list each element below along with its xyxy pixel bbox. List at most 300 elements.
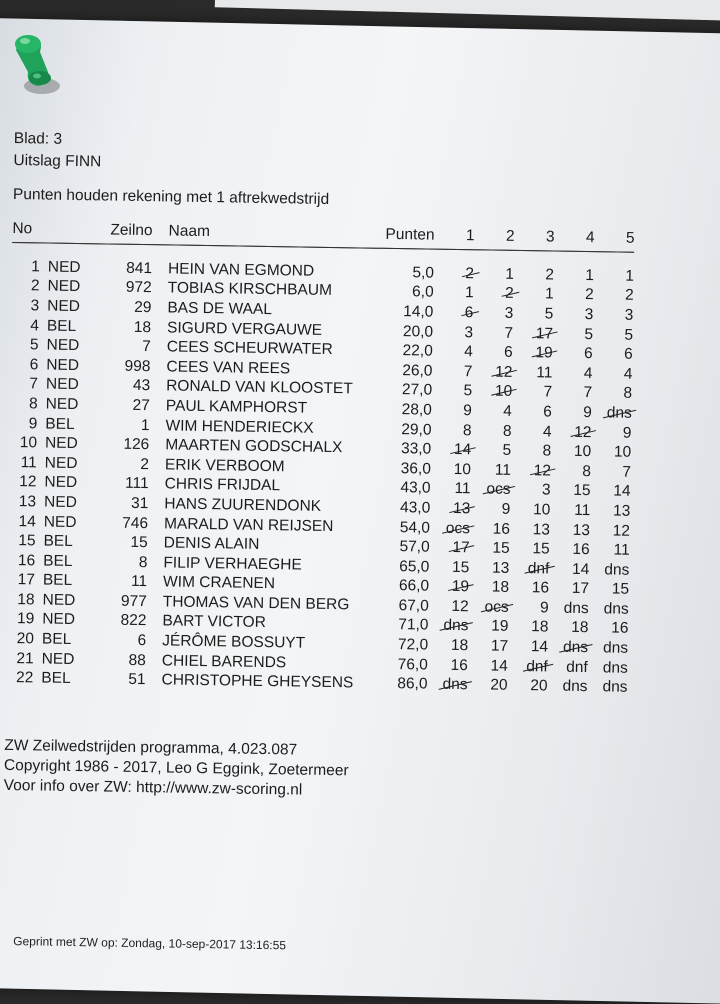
cell-position: 12 xyxy=(19,473,37,491)
cell-race-1 xyxy=(429,597,469,617)
cell-sail-number: 841 xyxy=(126,259,153,277)
discarded-score: dns xyxy=(443,617,469,635)
cell-race-2 xyxy=(471,421,511,441)
race-score: 15 xyxy=(451,558,470,576)
race-score: 16 xyxy=(611,619,629,638)
race-score: 7 xyxy=(543,383,553,401)
discarded-score: 6 xyxy=(464,304,474,322)
cell-race-3 xyxy=(512,363,552,383)
race-score: 16 xyxy=(492,520,511,538)
cell-race-4 xyxy=(548,657,588,677)
cell-position: 13 xyxy=(18,493,37,511)
cell-name: ERIK VERBOOM xyxy=(164,456,285,476)
cell-sail-number: 977 xyxy=(120,592,147,611)
cell-sail-number: 972 xyxy=(125,279,152,297)
footer xyxy=(4,736,645,806)
cell-sail-number: 2 xyxy=(140,455,150,473)
cell-position: 7 xyxy=(29,375,39,393)
cell-points: 86,0 xyxy=(397,675,428,693)
race-score: 16 xyxy=(572,540,590,559)
cell-position: 3 xyxy=(30,297,40,315)
cell-position: 9 xyxy=(28,414,38,432)
cell-name: BAS DE WAAL xyxy=(167,299,273,319)
race-score: 6 xyxy=(543,403,552,421)
race-score: 14 xyxy=(490,657,508,675)
cell-country: BEL xyxy=(43,532,73,551)
cell-race-1 xyxy=(432,381,472,401)
discard-note: Punten houden rekening met 1 aftrekwedstrijd xyxy=(12,185,330,208)
cell-name: SIGURD VERGAUWE xyxy=(166,319,323,339)
col-header-spacer xyxy=(48,215,106,244)
cell-race-3 xyxy=(508,618,548,638)
cell-country: NED xyxy=(43,513,77,531)
cell-race-1 xyxy=(433,342,473,362)
cell-race-1 xyxy=(427,675,467,695)
cell-race-5 xyxy=(594,252,635,287)
cell-points: 57,0 xyxy=(399,538,430,556)
footer-info: Voor info over ZW: http://www.zw-scoring.nl xyxy=(3,776,303,799)
cell-race-3 xyxy=(510,480,550,500)
race-score: dns xyxy=(603,600,629,618)
race-score: 12 xyxy=(612,521,631,540)
cell-position: 19 xyxy=(16,610,35,628)
cell-country: NED xyxy=(45,375,79,394)
cell-name: JÉRÔME BOSSUYT xyxy=(162,632,306,652)
race-score: 1 xyxy=(544,285,554,303)
race-score: 16 xyxy=(531,579,550,597)
cell-points: 67,0 xyxy=(398,596,429,615)
cell-race-1 xyxy=(433,303,473,323)
cell-points: 20,0 xyxy=(402,322,434,341)
cell-race-2 xyxy=(473,343,513,363)
cell-race-2 xyxy=(470,499,510,519)
cell-race-2 xyxy=(474,250,515,285)
cell-country: BEL xyxy=(41,630,72,649)
race-score: dns xyxy=(563,599,589,617)
cell-race-4 xyxy=(551,422,591,442)
race-score: 1 xyxy=(464,284,474,302)
col-header-no: No xyxy=(12,214,48,243)
cell-points: 43,0 xyxy=(400,479,431,497)
col-header-race-1: 1 xyxy=(434,221,474,250)
cell-points: 36,0 xyxy=(400,459,432,478)
footer-program: ZW Zeilwedstrijden programma, 4.023.087 xyxy=(4,736,298,759)
cell-points: 26,0 xyxy=(402,361,433,380)
race-score: 8 xyxy=(502,422,512,440)
cell-points: 28,0 xyxy=(401,401,432,419)
race-score: 2 xyxy=(584,286,594,304)
cell-country: NED xyxy=(47,297,81,316)
race-score: 18 xyxy=(571,619,589,637)
race-score: 18 xyxy=(450,637,469,655)
race-score: 18 xyxy=(491,578,510,597)
cell-race-1 xyxy=(430,499,470,519)
cell-position: 15 xyxy=(18,532,36,550)
cell-race-1 xyxy=(431,420,471,440)
cell-race-5 xyxy=(593,305,633,325)
race-score: 15 xyxy=(573,482,591,500)
cell-points: 5,0 xyxy=(412,264,435,282)
cell-race-4 xyxy=(552,363,592,383)
race-score: 7 xyxy=(463,362,473,380)
cell-sail-number: 43 xyxy=(132,377,151,395)
cell-position: 4 xyxy=(30,316,40,334)
cell-name: THOMAS VAN DEN BERG xyxy=(162,593,350,614)
col-header-race-2: 2 xyxy=(474,221,514,250)
race-score: 8 xyxy=(582,462,592,480)
cell-sail-number: 8 xyxy=(138,553,148,571)
page-title: Uitslag FINN xyxy=(13,151,102,171)
cell-race-4 xyxy=(548,638,588,658)
race-score: 1 xyxy=(505,265,515,283)
cell-race-1 xyxy=(434,249,475,284)
printed-timestamp: Geprint met ZW op: Zondag, 10-sep-2017 13:16:55 xyxy=(13,934,287,953)
cell-sail-number: 6 xyxy=(137,632,147,650)
race-score: dns xyxy=(602,658,628,677)
cell-points: 33,0 xyxy=(400,440,432,458)
cell-race-3 xyxy=(510,520,550,540)
cell-race-5 xyxy=(589,580,629,600)
cell-race-4 xyxy=(554,251,595,286)
cell-position: 11 xyxy=(20,453,37,472)
cell-sail-number: 31 xyxy=(130,494,149,513)
cell-race-5 xyxy=(591,423,631,443)
cell-race-4 xyxy=(549,599,589,619)
race-score: 13 xyxy=(491,559,510,577)
cell-race-3 xyxy=(510,539,550,559)
discarded-score: 17 xyxy=(535,324,554,343)
race-score: 11 xyxy=(574,501,591,520)
cell-sail-number: 29 xyxy=(134,298,152,317)
cell-country: NED xyxy=(41,650,75,668)
cell-country: NED xyxy=(47,277,81,296)
cell-name: BART VICTOR xyxy=(162,612,266,632)
cell-race-5 xyxy=(592,403,632,423)
cell-race-5 xyxy=(588,658,628,678)
race-score: dns xyxy=(602,678,628,696)
cell-race-4 xyxy=(548,618,588,638)
race-score: 7 xyxy=(504,324,514,342)
race-score: 6 xyxy=(503,343,513,362)
cell-race-3 xyxy=(509,559,549,579)
cell-race-5 xyxy=(593,325,633,345)
cell-race-5 xyxy=(591,462,631,482)
race-score: 19 xyxy=(491,618,509,636)
col-header-race-3: 3 xyxy=(514,222,554,251)
cell-country: NED xyxy=(44,473,78,492)
cell-race-1 xyxy=(428,655,468,675)
cell-race-5 xyxy=(588,638,628,658)
cell-race-4 xyxy=(550,520,590,540)
cell-race-2 xyxy=(472,401,512,421)
cell-race-3 xyxy=(507,676,547,696)
cell-sail-number: 27 xyxy=(132,396,151,415)
race-score: 14 xyxy=(613,482,631,501)
cell-race-4 xyxy=(553,305,593,325)
cell-race-1 xyxy=(430,518,470,538)
discarded-score: 12 xyxy=(574,423,592,441)
discarded-score: ocs xyxy=(486,480,511,499)
discarded-score: 14 xyxy=(453,441,472,459)
race-score: 3 xyxy=(584,305,594,324)
cell-sail-number: 88 xyxy=(128,651,147,669)
cell-race-1 xyxy=(428,616,468,636)
cell-race-1 xyxy=(429,557,469,577)
race-score: 2 xyxy=(624,287,634,305)
cell-country: NED xyxy=(43,493,77,511)
cell-position: 16 xyxy=(17,551,36,570)
cell-race-5 xyxy=(594,286,634,306)
cell-race-5 xyxy=(590,482,630,502)
cell-race-2 xyxy=(472,382,512,402)
cell-race-1 xyxy=(430,479,470,499)
col-header-race-4: 4 xyxy=(554,223,594,252)
discarded-score: dnf xyxy=(527,559,550,578)
cell-race-3 xyxy=(514,284,554,304)
cell-name: CEES VAN REES xyxy=(166,358,291,378)
cell-race-3 xyxy=(509,578,549,598)
cell-position: 1 xyxy=(31,258,40,276)
push-pin-icon xyxy=(8,28,68,98)
cell-sail-number: 126 xyxy=(123,435,150,454)
cell-race-4 xyxy=(547,677,587,697)
cell-sail-number: 7 xyxy=(142,338,151,356)
cell-race-3 xyxy=(511,461,551,481)
race-score: 6 xyxy=(583,345,593,363)
discarded-score: 2 xyxy=(465,264,475,283)
race-score: 17 xyxy=(571,580,590,598)
cell-position: 17 xyxy=(17,571,36,589)
cell-race-1 xyxy=(431,440,471,460)
results-content xyxy=(3,128,654,953)
cell-race-3 xyxy=(508,637,548,657)
cell-race-5 xyxy=(592,384,632,404)
race-score: 9 xyxy=(583,403,592,422)
cell-race-3 xyxy=(512,382,552,402)
cell-race-1 xyxy=(429,577,469,597)
race-score: 13 xyxy=(532,520,551,538)
cell-race-1 xyxy=(432,362,472,382)
background-sheet xyxy=(215,0,720,21)
cell-race-1 xyxy=(433,322,473,342)
race-score: 13 xyxy=(612,502,631,520)
race-score: 3 xyxy=(624,306,634,324)
discarded-score: dns xyxy=(562,638,589,657)
cell-position: 2 xyxy=(30,277,40,295)
cell-name: MAARTEN GODSCHALX xyxy=(165,436,343,457)
race-score: 8 xyxy=(623,384,633,403)
race-score: 11 xyxy=(454,480,471,498)
race-score: 15 xyxy=(492,539,510,557)
cell-race-2 xyxy=(472,362,512,382)
race-score: 9 xyxy=(501,500,511,518)
race-score: 14 xyxy=(571,560,590,578)
cell-race-1 xyxy=(428,636,468,656)
cell-race-5 xyxy=(587,678,627,698)
cell-sail-number: 51 xyxy=(128,671,146,689)
cell-race-2 xyxy=(470,519,510,539)
race-score: 3 xyxy=(541,481,551,499)
race-score: 10 xyxy=(453,460,472,478)
cell-country: BEL xyxy=(46,317,77,335)
cell-points: 22,0 xyxy=(402,342,433,360)
race-score: 8 xyxy=(462,421,472,439)
race-score: dns xyxy=(604,561,630,579)
cell-race-2 xyxy=(474,284,514,304)
cell-name: FILIP VERHAEGHE xyxy=(163,554,302,574)
cell-race-4 xyxy=(552,403,592,423)
discarded-score: 2 xyxy=(504,285,514,303)
cell-race-2 xyxy=(471,460,511,480)
cell-race-3 xyxy=(513,304,553,324)
cell-sail-number: 998 xyxy=(124,357,151,375)
cell-position: 22 xyxy=(15,669,34,687)
cell-country: BEL xyxy=(45,415,75,433)
race-score: 18 xyxy=(531,618,549,636)
race-score: 4 xyxy=(583,364,593,382)
footer-copyright: Copyright 1986 - 2017, Leo G Eggink, Zoetermeer xyxy=(3,756,349,780)
cell-race-2 xyxy=(469,558,509,578)
col-header-race-5: 5 xyxy=(594,223,634,252)
cell-sail-number: 746 xyxy=(122,514,149,532)
cell-race-5 xyxy=(590,521,630,541)
cell-race-3 xyxy=(514,250,555,285)
cell-country: NED xyxy=(46,336,80,355)
race-score: 4 xyxy=(542,422,552,441)
cell-position: 6 xyxy=(29,356,39,374)
cell-name: CHIEL BARENDS xyxy=(161,652,287,672)
cell-race-3 xyxy=(513,324,553,344)
cell-country: NED xyxy=(47,258,81,276)
race-score: 4 xyxy=(464,343,473,361)
race-score: 9 xyxy=(539,599,549,617)
cell-points: 14,0 xyxy=(403,303,434,321)
cell-race-5 xyxy=(590,540,630,560)
cell-sail-number: 11 xyxy=(130,573,148,591)
cell-race-2 xyxy=(469,578,509,598)
cell-race-1 xyxy=(430,538,470,558)
cell-race-3 xyxy=(512,402,552,422)
cell-race-5 xyxy=(590,501,630,521)
cell-points: 6,0 xyxy=(411,283,434,302)
discarded-score: 19 xyxy=(451,578,470,596)
discarded-score: dns xyxy=(442,676,468,694)
cell-points: 66,0 xyxy=(398,577,430,595)
discarded-score: 13 xyxy=(452,499,471,518)
race-score: 5 xyxy=(502,441,512,459)
cell-race-3 xyxy=(513,343,553,363)
race-score: 3 xyxy=(504,304,514,322)
cell-race-4 xyxy=(551,461,591,481)
cell-position: 14 xyxy=(18,512,36,530)
col-header-punten: Punten xyxy=(376,220,434,249)
cell-points: 76,0 xyxy=(397,655,428,674)
cell-name: HANS ZUURENDONK xyxy=(164,495,322,515)
cell-country: BEL xyxy=(43,552,73,570)
cell-sail-number: 111 xyxy=(124,475,149,493)
discarded-score: ocs xyxy=(484,598,509,616)
cell-race-1 xyxy=(434,283,474,303)
race-score: 17 xyxy=(490,637,509,655)
cell-race-2 xyxy=(473,303,513,323)
cell-race-3 xyxy=(511,422,551,442)
race-score: 11 xyxy=(613,541,630,559)
discarded-score: 19 xyxy=(535,344,553,362)
race-score: 1 xyxy=(585,266,595,284)
cell-name: CEES SCHEURWATER xyxy=(166,338,333,359)
cell-race-2 xyxy=(473,323,513,343)
cell-race-4 xyxy=(553,324,593,344)
cell-name: WIM HENDERIECKX xyxy=(165,416,314,437)
cell-points: 65,0 xyxy=(399,557,430,576)
race-score: 5 xyxy=(544,305,554,323)
cell-sail-number: 1 xyxy=(140,416,150,434)
cell-country: NED xyxy=(46,356,80,374)
race-score: 12 xyxy=(451,597,469,616)
cell-race-2 xyxy=(467,676,507,696)
cell-name: CHRIS FRIJDAL xyxy=(164,475,281,495)
cell-race-3 xyxy=(511,441,551,461)
cell-name: HEIN VAN EGMOND xyxy=(167,260,315,280)
cell-sail-number: 18 xyxy=(133,318,152,336)
cell-race-4 xyxy=(549,579,589,599)
cell-points: 27,0 xyxy=(401,381,433,399)
cell-race-4 xyxy=(550,481,590,501)
cell-name: RONALD VAN KLOOSTET xyxy=(166,377,353,398)
cell-points: 72,0 xyxy=(397,636,429,654)
cell-country: BEL xyxy=(41,669,71,688)
discarded-score: 10 xyxy=(494,382,513,401)
cell-race-5 xyxy=(591,442,631,462)
cell-race-2 xyxy=(468,617,508,637)
race-score: dnf xyxy=(566,658,588,676)
discarded-score: 17 xyxy=(452,539,470,557)
race-score: 10 xyxy=(532,501,551,519)
race-score: 10 xyxy=(573,442,592,461)
cell-position: 5 xyxy=(29,336,39,354)
race-score: dns xyxy=(562,677,588,696)
cell-points: 71,0 xyxy=(398,616,429,635)
cell-race-2 xyxy=(471,441,511,461)
race-score: 10 xyxy=(613,443,632,461)
race-score: 9 xyxy=(622,424,632,442)
cell-name: TOBIAS KIRSCHBAUM xyxy=(167,279,333,300)
race-score: 4 xyxy=(503,402,512,420)
discarded-score: ocs xyxy=(445,519,471,537)
cell-points: 29,0 xyxy=(401,420,432,439)
cell-race-5 xyxy=(593,344,633,364)
results-table xyxy=(5,214,635,698)
race-score: 15 xyxy=(532,540,550,558)
cell-sail-number: 822 xyxy=(120,612,147,630)
cell-name: PAUL KAMPHORST xyxy=(165,397,308,417)
cell-race-2 xyxy=(468,636,508,656)
cell-sail-number: 15 xyxy=(130,533,148,552)
race-score: 15 xyxy=(611,580,630,599)
race-score: 4 xyxy=(623,365,633,383)
cell-race-2 xyxy=(469,597,509,617)
race-score: 8 xyxy=(542,442,552,460)
race-score: 11 xyxy=(494,461,512,479)
discarded-score: 12 xyxy=(533,461,552,480)
race-score: 5 xyxy=(584,325,594,343)
cell-country: BEL xyxy=(42,571,73,590)
race-score: 14 xyxy=(530,638,549,656)
cell-position: 10 xyxy=(19,434,38,452)
cell-race-4 xyxy=(550,501,590,521)
cell-position: 8 xyxy=(28,395,38,413)
race-score: 7 xyxy=(583,384,593,402)
